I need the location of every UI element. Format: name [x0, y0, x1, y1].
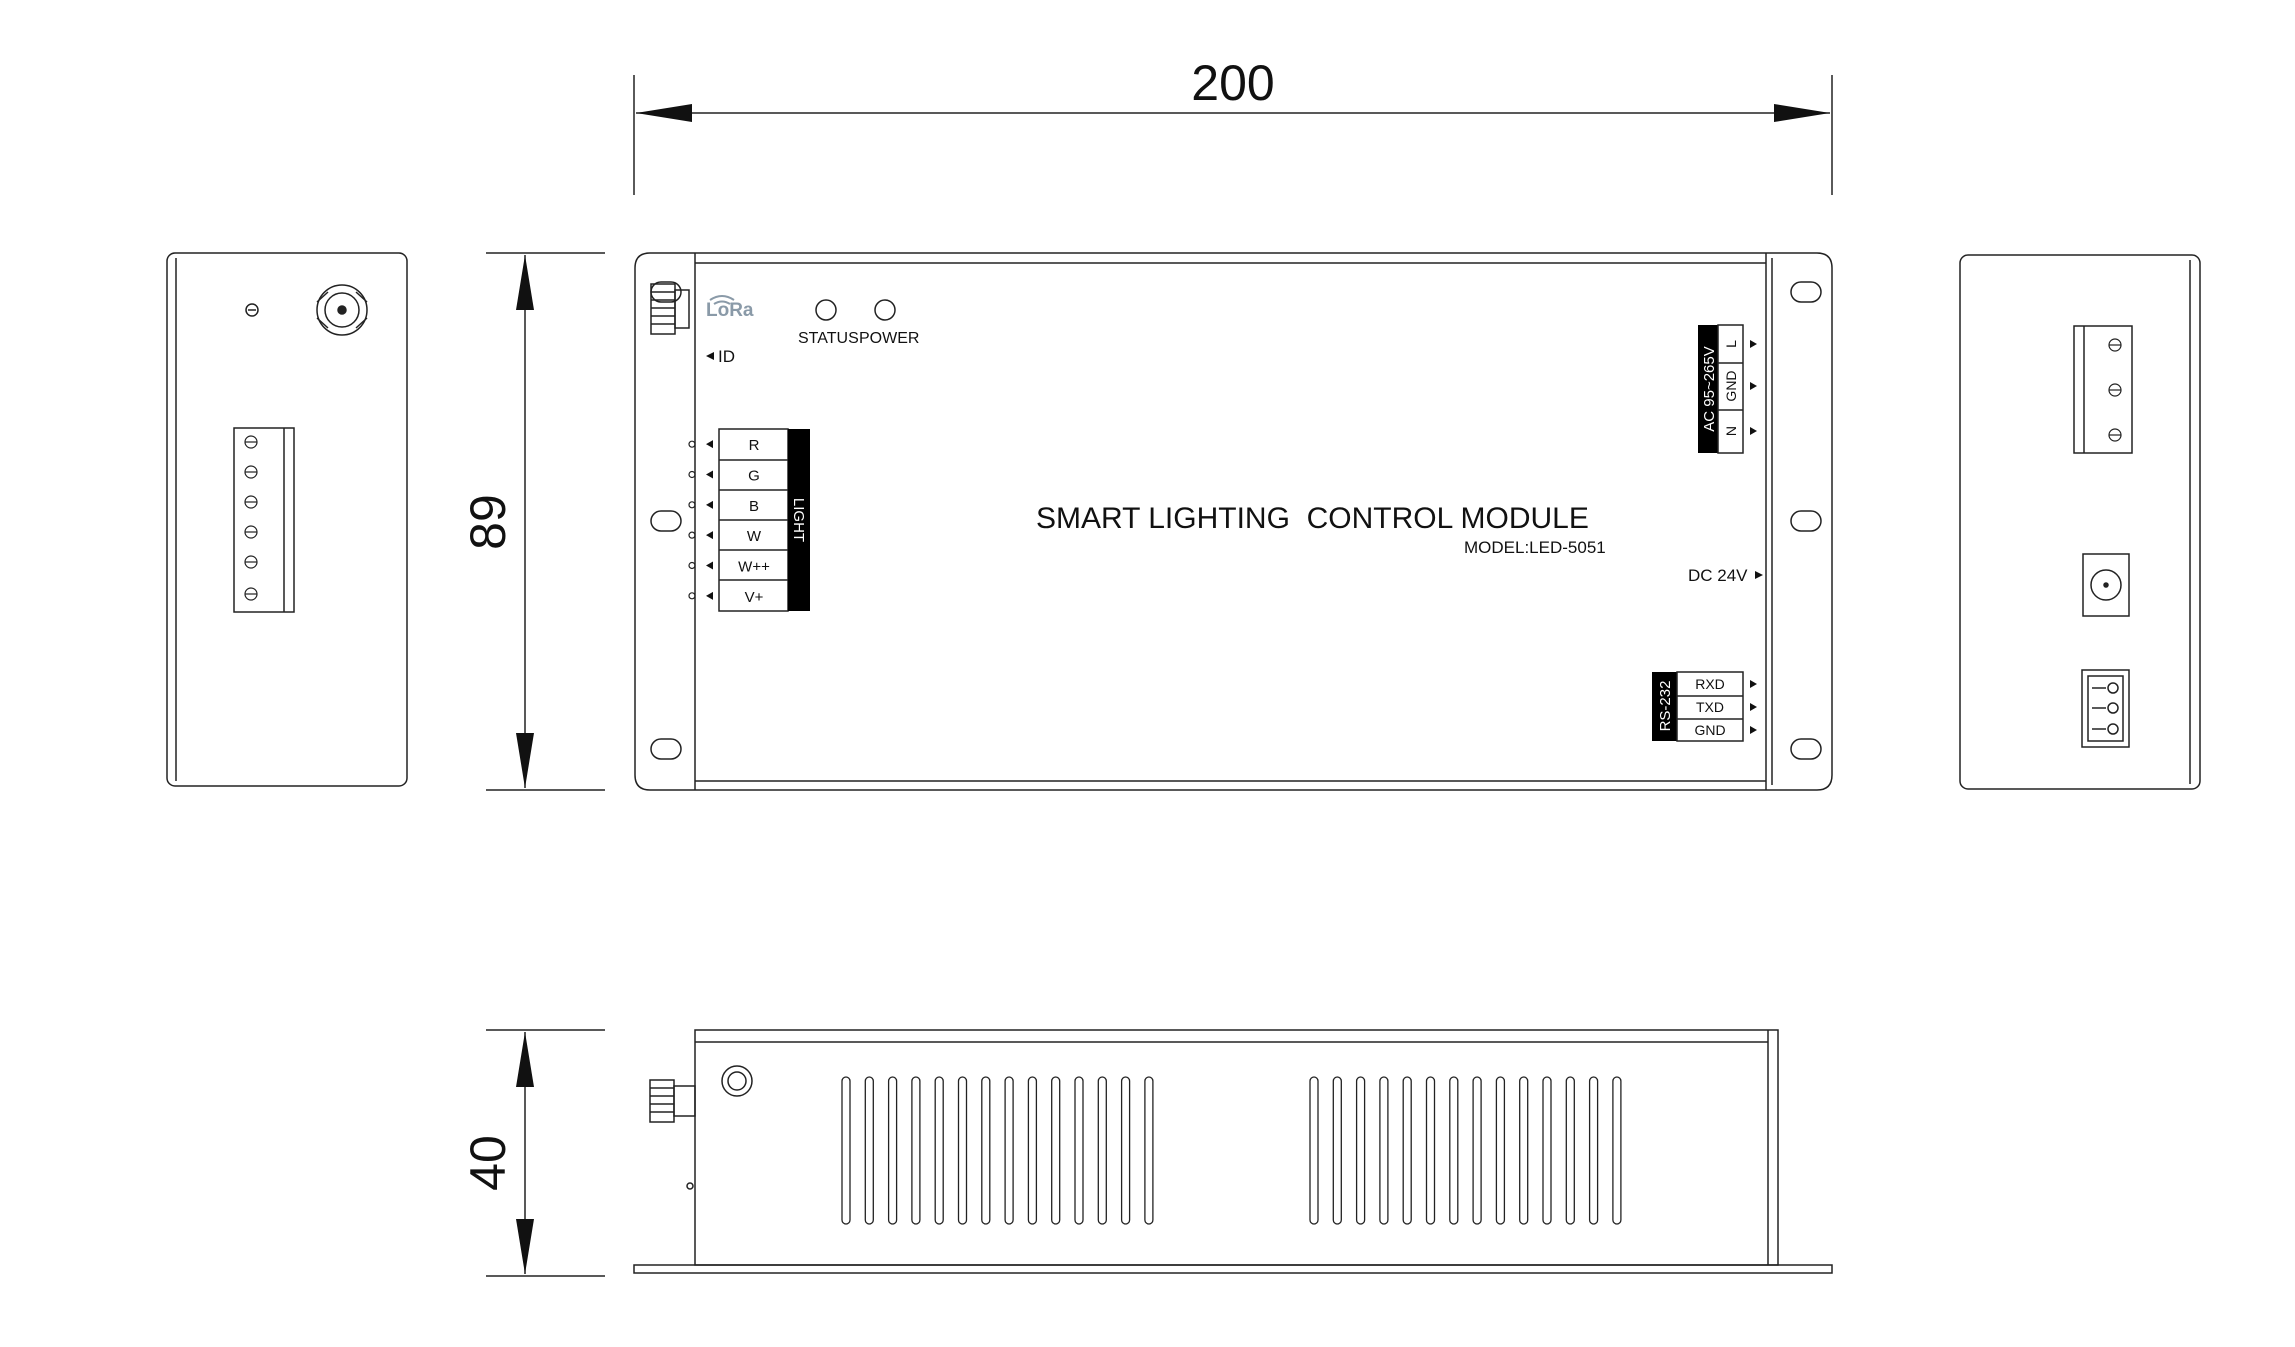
ac-pin-label-N: N [1723, 425, 1739, 437]
vent-slot [959, 1077, 967, 1224]
terminal-block-6pin-icon [234, 428, 294, 612]
vent-slot [1333, 1077, 1341, 1224]
light-terminal-block [689, 429, 810, 611]
light-pin-hole-icon [689, 441, 695, 447]
vent-slot [865, 1077, 873, 1224]
rs232-pin-arrow-icon [1750, 680, 1757, 688]
light-pin-hole-icon [689, 532, 695, 538]
light-pin-arrow-icon [706, 531, 713, 539]
ac-pin-label-L: L [1723, 340, 1739, 348]
depth-dimension-label: 40 [460, 1135, 516, 1191]
ac-terminal-block [1698, 325, 1757, 453]
light-pin-hole-icon [689, 562, 695, 568]
dc-jack-icon [2083, 554, 2129, 616]
status-led-icon [816, 300, 836, 320]
vent-slot [1473, 1077, 1481, 1224]
vent-slot [1075, 1077, 1083, 1224]
vent-slot [1450, 1077, 1458, 1224]
vent-slot [1052, 1077, 1060, 1224]
light-pin-arrow-icon [706, 592, 713, 600]
ac-pin-arrow-icon [1750, 382, 1757, 390]
rs232-pin-label-TXD: TXD [1696, 699, 1724, 715]
rs232-pin-arrow-icon [1750, 703, 1757, 711]
vent-slot [1520, 1077, 1528, 1224]
ac-pin-label-GND: GND [1723, 370, 1739, 402]
light-pin-hole-icon [689, 593, 695, 599]
light-pin-hole-icon [689, 471, 695, 477]
terminal-block-3pin-icon [2074, 326, 2132, 453]
rs232-pin-arrow-icon [1750, 726, 1757, 734]
rs232-block-title: RS-232 [1657, 680, 1674, 732]
light-pin-arrow-icon [706, 561, 713, 569]
light-pin-label-W++: W++ [738, 558, 770, 576]
ac-pin-arrow-icon [1750, 340, 1757, 348]
light-block-title: LIGHT [790, 497, 807, 543]
light-pin-label-W: W [746, 528, 762, 546]
vent-slot [1403, 1077, 1411, 1224]
vent-slot [1590, 1077, 1598, 1224]
antenna-icon [651, 284, 689, 334]
antenna-connector-icon [317, 285, 367, 335]
light-pin-hole-icon [689, 502, 695, 508]
ac-block-title: AC 95~265V [1701, 346, 1718, 432]
width-dimension-label: 200 [1191, 55, 1275, 111]
vent-slot [912, 1077, 920, 1224]
dc-input-label: DC 24V [1688, 566, 1748, 585]
ventilation-slots [842, 1077, 1621, 1224]
id-label: ID [718, 347, 735, 366]
dc-arrow-icon [1755, 571, 1763, 579]
vent-slot [982, 1077, 990, 1224]
vent-slot [1098, 1077, 1106, 1224]
vent-slot [1145, 1077, 1153, 1224]
vent-slot [1028, 1077, 1036, 1224]
light-pin-arrow-icon [706, 501, 713, 509]
light-pin-label-B: B [748, 497, 760, 515]
vent-slot [1122, 1077, 1130, 1224]
vent-slot [1357, 1077, 1365, 1224]
height-dimension-label: 89 [460, 494, 516, 550]
power-label: POWER [859, 330, 920, 347]
vent-slot [1566, 1077, 1574, 1224]
left-side-view [167, 253, 407, 786]
vent-slot [1380, 1077, 1388, 1224]
ground-screw-icon [722, 1066, 752, 1096]
vent-slot [1613, 1077, 1621, 1224]
power-led-icon [875, 300, 895, 320]
vent-slot [935, 1077, 943, 1224]
ac-pin-arrow-icon [1750, 427, 1757, 435]
vent-slot [1005, 1077, 1013, 1224]
rs232-connector-icon [2082, 670, 2129, 747]
model-label: MODEL:LED-5051 [1464, 538, 1606, 557]
vent-slot [1496, 1077, 1504, 1224]
id-arrow-icon [706, 352, 714, 360]
vent-slot [1310, 1077, 1318, 1224]
vent-slot [842, 1077, 850, 1224]
light-pin-label-G: G [748, 467, 760, 485]
rs232-terminal-block [1652, 672, 1757, 741]
status-label: STATUS [798, 330, 859, 347]
bottom-side-view [634, 1030, 1832, 1273]
light-pin-label-R: R [748, 437, 760, 455]
right-side-view [1960, 255, 2200, 789]
light-pin-arrow-icon [706, 440, 713, 448]
lora-logo: LoRa [706, 300, 754, 321]
rs232-pin-label-GND: GND [1694, 722, 1726, 738]
light-pin-arrow-icon [706, 470, 713, 478]
vent-slot [1543, 1077, 1551, 1224]
side-antenna-icon [650, 1080, 695, 1122]
light-pin-label-V+: V+ [744, 588, 764, 606]
vent-slot [1427, 1077, 1435, 1224]
rs232-pin-label-RXD: RXD [1695, 676, 1725, 692]
vent-slot [889, 1077, 897, 1224]
product-title: SMART LIGHTING CONTROL MODULE [1036, 502, 1589, 535]
